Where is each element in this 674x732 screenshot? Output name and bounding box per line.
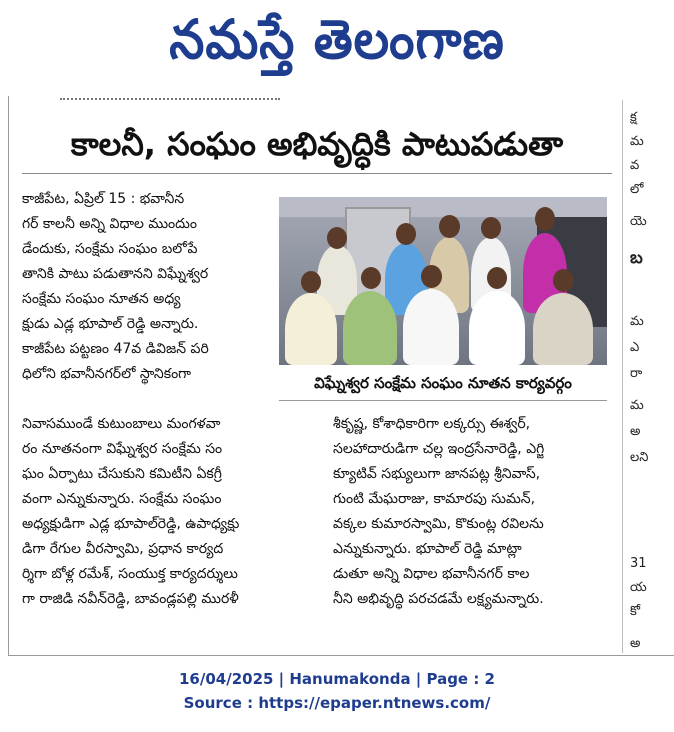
fragment-text: మ <box>630 314 644 329</box>
article-line: డిగా రేగుల వీరస్వామి, ప్రధాన కార్యద <box>22 541 224 557</box>
person-figure <box>343 291 397 365</box>
person-head <box>301 271 321 293</box>
article-line: నీని అభివృద్ధి పరచడమే లక్ష్యమన్నారు. <box>333 591 544 607</box>
fragment-text: య <box>630 580 647 595</box>
article-line: గా రాజిడి నవీన్‌రెడ్డి, బావండ్లపల్లి మురళీ <box>22 591 239 607</box>
column-divider <box>622 100 623 653</box>
article-line: వంగా ఎన్నుకున్నారు. సంక్షేమ సంఘం <box>22 491 222 507</box>
photo-caption: విఘ్నేశ్వర సంక్షేమ సంఘం నూతన కార్యవర్గం <box>314 374 572 392</box>
group-photo <box>279 197 607 365</box>
clipping-border-bottom <box>8 655 674 656</box>
article-line: గుంటి మేఘరాజు, కామారపు సుమన్, <box>333 491 536 507</box>
edition-info: 16/04/2025 | Hanumakonda | Page : 2 <box>178 670 495 688</box>
person-figure <box>285 293 337 365</box>
fragment-text: లని <box>630 450 649 465</box>
article-line: రం నూతనంగా విఘ్నేశ్వర సంక్షేమ సం <box>22 441 223 457</box>
article-body-left-lower <box>22 412 322 632</box>
person-head <box>327 227 347 249</box>
article-line: డుతూ అన్ని విధాల భవానీనగర్ కాల <box>333 566 530 582</box>
article-line: డేందుకు, సంక్షేమ సంఘం బలోపే <box>22 241 198 257</box>
masthead-title: నమస్తే తెలంగాణ <box>169 7 505 71</box>
article-line: గర్ కాలనీ అన్ని విధాల ముందుం <box>22 216 197 232</box>
headline-divider <box>22 173 612 174</box>
article-line: ర్శిగా బోళ్ల రమేశ్, సంయుక్త కార్యదర్శులు <box>22 566 238 582</box>
fragment-text: మ <box>630 134 644 149</box>
article-line: శీకృష్ణ, కోశాధికారిగా లక్కర్సు ఈశ్వర్, <box>333 416 531 432</box>
clipping-cut-edge <box>60 98 280 104</box>
person-head <box>396 223 416 245</box>
person-head <box>487 267 507 289</box>
article-line: తానికి పాటు పడుతానని విఘ్నేశ్వర <box>22 266 209 282</box>
photo-wall <box>279 197 607 217</box>
fragment-text: అ <box>630 636 641 651</box>
fragment-text: ఎ <box>630 340 640 355</box>
article-line: కాజీపేట, ఏప్రిల్ 15 : భవానీన <box>22 191 185 207</box>
person-head <box>421 265 442 288</box>
newspaper-masthead <box>0 0 674 92</box>
article-line: క్యూటివ్ సభ్యులుగా జానపట్ల శ్రీనివాస్, <box>333 466 541 482</box>
source-url: Source : https://epaper.ntnews.com/ <box>183 694 491 712</box>
person-figure <box>469 291 525 365</box>
person-head <box>553 269 574 292</box>
person-figure <box>533 293 593 365</box>
fragment-text: లో <box>630 182 644 197</box>
adjacent-column-fragment <box>628 100 672 653</box>
fragment-text: కో <box>630 604 641 619</box>
fragment-text: క్ష <box>630 110 637 125</box>
person-head <box>439 215 460 238</box>
article-line: అధ్యక్షుడిగా ఎడ్ల భూపాల్‌రెడ్డి, ఉపాధ్యక్షు <box>22 516 240 532</box>
person-head <box>481 217 501 239</box>
article-line: ఘం ఏర్పాటు చేసుకుని కమిటీని ఏకగ్రీ <box>22 466 222 482</box>
caption-divider <box>279 400 607 401</box>
person-figure <box>403 289 459 365</box>
fragment-text: వ <box>630 158 640 173</box>
fragment-text: రా <box>630 366 643 381</box>
article-line: కాజీపేట పట్టణం 47వ డివిజన్ పరి <box>22 341 209 357</box>
article-line: క్షుడు ఎడ్ల భూపాల్ రెడ్డి అన్నారు. <box>22 316 199 332</box>
article-line: వక్కల కుమారస్వామి, కొకుంట్ల రవిలను <box>333 516 544 532</box>
clipping-border-left <box>8 96 9 656</box>
fragment-text: యె <box>630 214 647 229</box>
fragment-text: అ <box>630 424 641 439</box>
article-line: నివాసముండే కుటుంబాలు మంగళవా <box>22 416 221 432</box>
fragment-text: 31 <box>630 556 647 571</box>
article-line: సలహాదారుడిగా చల్ల ఇంద్రసేనారెడ్డి, ఎగ్జి <box>333 441 545 457</box>
article-line: సంక్షేమ సంఘం నూతన అధ్య <box>22 291 181 307</box>
article-line: ధిలోని భవానీనగర్‌లో స్థానికంగా <box>22 366 192 382</box>
fragment-text: మ <box>630 398 644 413</box>
fragment-text: బ <box>630 248 643 268</box>
person-head <box>535 207 555 231</box>
article-headline: కాలనీ, సంఘం అభివృద్ధికి పాటుపడుతా <box>70 125 564 163</box>
article-body-right <box>333 412 618 632</box>
person-head <box>361 267 381 289</box>
article-line: ఎన్నుకున్నారు. భూపాల్ రెడ్డి మాట్లా <box>333 541 522 557</box>
